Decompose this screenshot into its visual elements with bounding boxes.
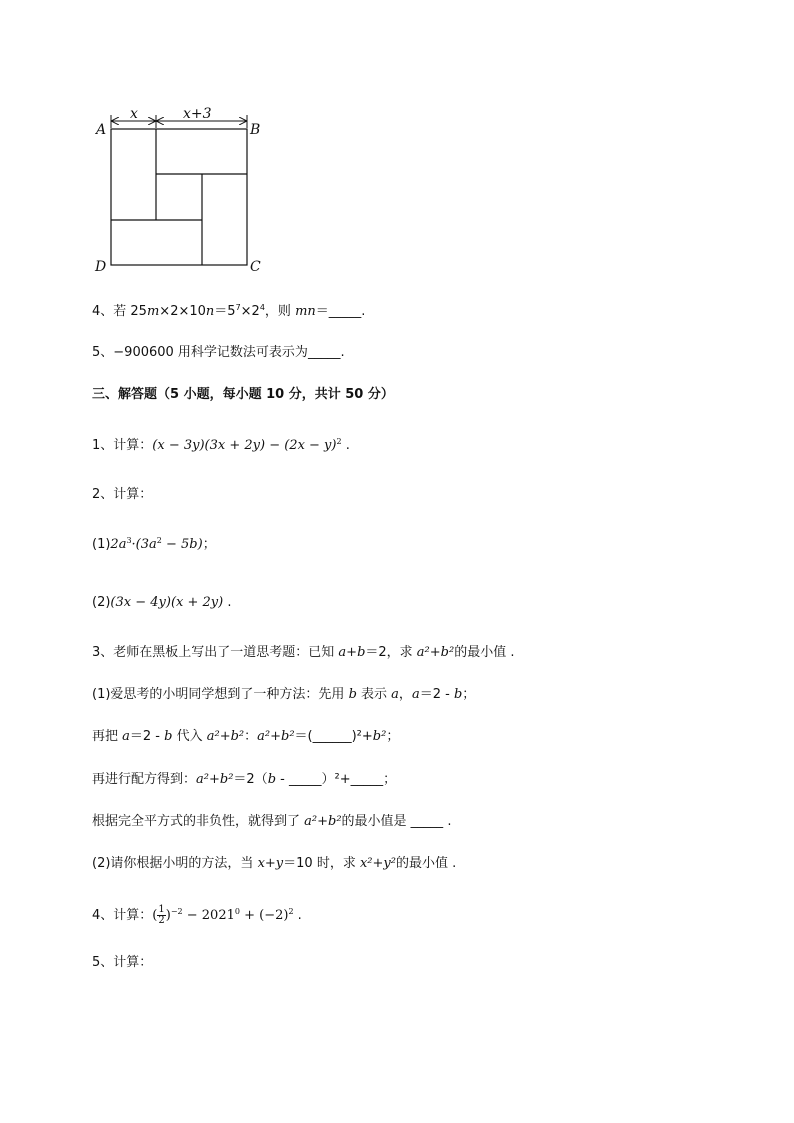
problem-5: 5、计算： — [92, 955, 153, 970]
dimension-label-x-plus-3: x+3 — [183, 106, 212, 122]
answer-blank[interactable]: _____ — [288, 772, 322, 787]
answer-blank[interactable]: _____ — [350, 772, 384, 787]
problem-3-step-4: 根据完全平方式的非负性，就得到了 a²+b²的最小值是 _____ . — [92, 814, 452, 829]
corner-label-b: B — [250, 122, 261, 138]
square-tiling-figure — [90, 102, 270, 272]
section-3-title: 三、解答题（5 小题，每小题 10 分，共计 50 分） — [92, 387, 394, 402]
problem-2-part-1: $(1)2a^3\cdot(3a^2 - 5b)$； — [92, 536, 216, 552]
problem-1: 1、计算：$(x - 3y)(3x + 2y) - (2x - y)^2$ . — [92, 437, 350, 453]
one-half-fraction: $\frac{1}{2}$ — [158, 904, 165, 926]
problem-3-intro: 3、老师在黑板上写出了一道思考题：已知 a+b＝2，求 a²+b²的最小值 . — [92, 645, 515, 660]
answer-blank[interactable]: _____ — [410, 814, 444, 829]
answer-blank[interactable]: _____ — [307, 345, 341, 360]
problem-2-part-2: (2)(3x − 4y)(x + 2y) . — [92, 595, 232, 610]
corner-label-a: A — [96, 122, 107, 138]
fill-blank-question-5: 5、−900600 用科学记数法可表示为_____. — [92, 345, 345, 360]
problem-3-step-2: 再把 a＝2 - b 代入 a²+b²：a²+b²＝(______)²+b²； — [92, 729, 400, 744]
problem-2: 2、计算： — [92, 487, 153, 502]
corner-label-d: D — [95, 259, 107, 272]
dimension-label-x: x — [130, 106, 138, 122]
corner-label-c: C — [250, 259, 261, 272]
problem-3-step-3: 再进行配方得到：a²+b²＝2（b - _____）²+_____； — [92, 772, 397, 787]
problem-3-part-2: (2)请你根据小明的方法，当 x+y＝10 时，求 x²+y²的最小值 . — [92, 856, 457, 871]
problem-4: 4、计算：( $\frac{1}{2}$ )$^{-2} - 2021^0 + (-2)^2$ . — [92, 904, 302, 926]
problem-3-part-1: (1)爱思考的小明同学想到了一种方法：先用 b 表示 a，a＝2 - b； — [92, 687, 476, 702]
answer-blank[interactable]: _____ — [328, 304, 362, 319]
fill-blank-question-4: 4、若 $25m\times 2\times 10n=5^7\times 2^4$，则 mn＝_____. — [92, 303, 366, 319]
answer-blank[interactable]: ______ — [312, 729, 352, 744]
problem-1-expression: (x − 3y)(3x + 2y) − (2x − y) — [152, 438, 337, 453]
